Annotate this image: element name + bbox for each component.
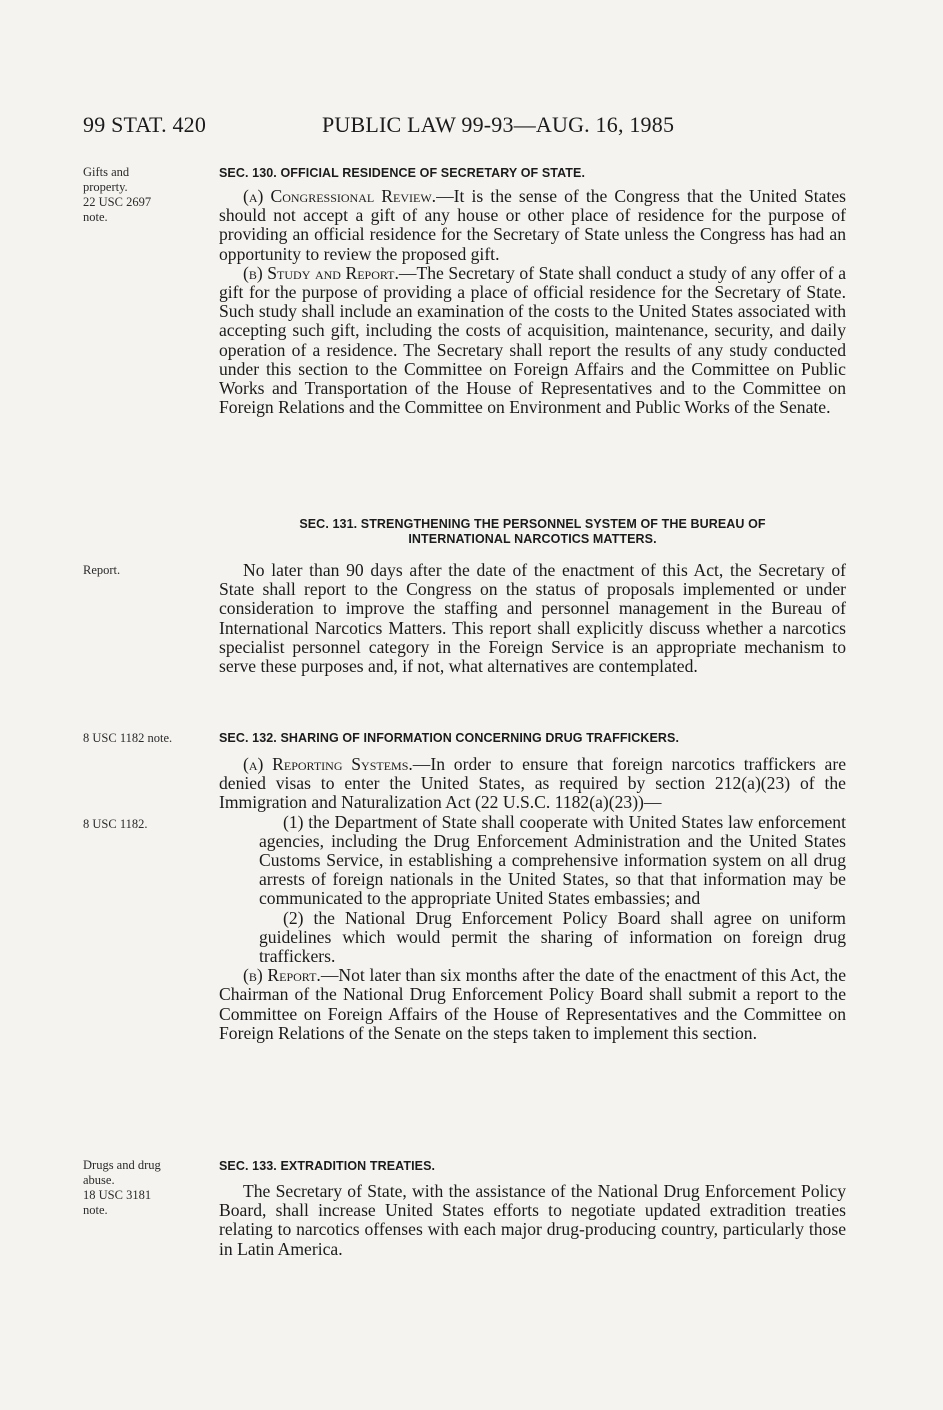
sec-132-body <box>219 755 846 1043</box>
margin-note-line: 22 USC 2697 <box>83 195 152 209</box>
sec-130-b <box>219 264 846 418</box>
margin-note-8usc1182-note: 8 USC 1182 note. <box>83 731 173 745</box>
sec-133-heading: SEC. 133. EXTRADITION TREATIES. <box>219 1159 436 1173</box>
sec-131-text: No later than 90 days after the date of the enactment of this Act, the Secretary of State shall report to the Congress on the status of proposals implemented or under consideration to improve the staffing and personnel management in the Bureau of International Narcotics Matters. This report shall explicitly discuss whether a narcotics specialist personnel category in the Foreign Service is an appropriate mechanism to serve these purposes and, if not, what alternatives are contemplated. <box>219 560 846 677</box>
margin-note-8usc1182: 8 USC 1182. <box>83 817 148 831</box>
sec-130-b-label: (b) Study and Report. <box>243 262 399 283</box>
sec-131-heading-line: INTERNATIONAL NARCOTICS MATTERS. <box>408 532 657 546</box>
margin-note-line: Gifts and <box>83 165 130 179</box>
sec-132-a <box>219 755 846 813</box>
sec-133-body <box>219 1182 846 1259</box>
sec-130-b-text: —The Secretary of State shall conduct a study of any offer of a gift for the purpose of providing a place of official residence for the Secretary of State. Such study shall include an examination of the costs to the United States associated with accepting such gift, including the costs of acquisition, maintenance, security, and daily operation of a residence. The Secretary shall report the results of any study conducted under this section to the Committee on Foreign Affairs and the Committee on Public Works and Transportation of the House of Representatives and to the Committee on Foreign Relations and the Committee on Environment and Public Works of the Senate. <box>219 262 847 418</box>
sec-132-b-text: —Not later than six months after the date of the enactment of this Act, the Chairman of the National Drug Enforcement Policy Board shall submit a report to the Committee on Foreign Affairs of the House of Representatives and the Committee on Foreign Relations of the Senate on the steps taken to implement this section. <box>219 965 847 1043</box>
sec-130-heading: SEC. 130. OFFICIAL RESIDENCE OF SECRETARY OF STATE. <box>219 166 586 180</box>
page-number-header: 99 STAT. 420 <box>83 112 207 137</box>
sec-133-text: The Secretary of State, with the assistance of the National Drug Enforcement Policy Board, shall increase United States efforts to negotiate updated extradition treaties relating to narcotics offenses with each major drug-producing country, particularly those in Latin America. <box>219 1181 846 1259</box>
margin-note-line: 18 USC 3181 <box>83 1188 152 1202</box>
sec-130-a-label: (a) Congressional Review. <box>243 186 437 206</box>
law-title-header: PUBLIC LAW 99-93—AUG. 16, 1985 <box>322 112 675 137</box>
margin-note-line: Drugs and drug <box>83 1158 161 1172</box>
sec-132-a-text: —In order to ensure that foreign narcotics traffickers are denied visas to enter the United States, as required by section 212(a)(23) of the Immigration and Naturalization Act (22 U.S.C. 1182(a)(23))— <box>219 754 846 813</box>
sec-131-heading <box>219 517 846 547</box>
margin-note-drugs <box>83 1158 208 1218</box>
sec-132-b <box>219 966 846 1043</box>
sec-131-heading-line: SEC. 131. STRENGTHENING THE PERSONNEL SYSTEM OF THE BUREAU OF <box>299 517 766 531</box>
sec-132-b-label: (b) Report. <box>243 965 321 986</box>
margin-note-line: property. <box>83 180 128 194</box>
sec-131-body <box>219 561 846 676</box>
margin-note-gifts <box>83 165 208 225</box>
margin-note-line: note. <box>83 210 108 224</box>
margin-note-line: abuse. <box>83 1173 115 1187</box>
sec-130-body <box>219 187 846 417</box>
sec-132-item-1: (1) the Department of State shall cooperate with United States law enforcement agencies, including the Drug Enforcement Administration and the United States Customs Service, in establishing a comprehensive information system on all drug arrests of foreign nationals in the United States, so that that information may be communicated to the appropriate United States embassies; and <box>259 811 846 909</box>
sec-132-heading: SEC. 132. SHARING OF INFORMATION CONCERNING DRUG TRAFFICKERS. <box>219 731 680 745</box>
sec-130-a-text: —It is the sense of the Congress that the United States should not accept a gift of any house or other place of residence for the purpose of providing an official residence for the Secretary of State unless the Congress has had an opportunity to review the proposed gift. <box>219 186 846 264</box>
sec-132-item-2: (2) the National Drug Enforcement Policy Board shall agree on uniform guidelines which would permit the sharing of information on foreign drug traffickers. <box>259 907 846 967</box>
margin-note-line: note. <box>83 1203 108 1217</box>
sec-130-a <box>219 187 846 264</box>
sec-132-a-label: (a) Reporting Systems. <box>243 754 413 774</box>
margin-note-report: Report. <box>83 563 121 577</box>
